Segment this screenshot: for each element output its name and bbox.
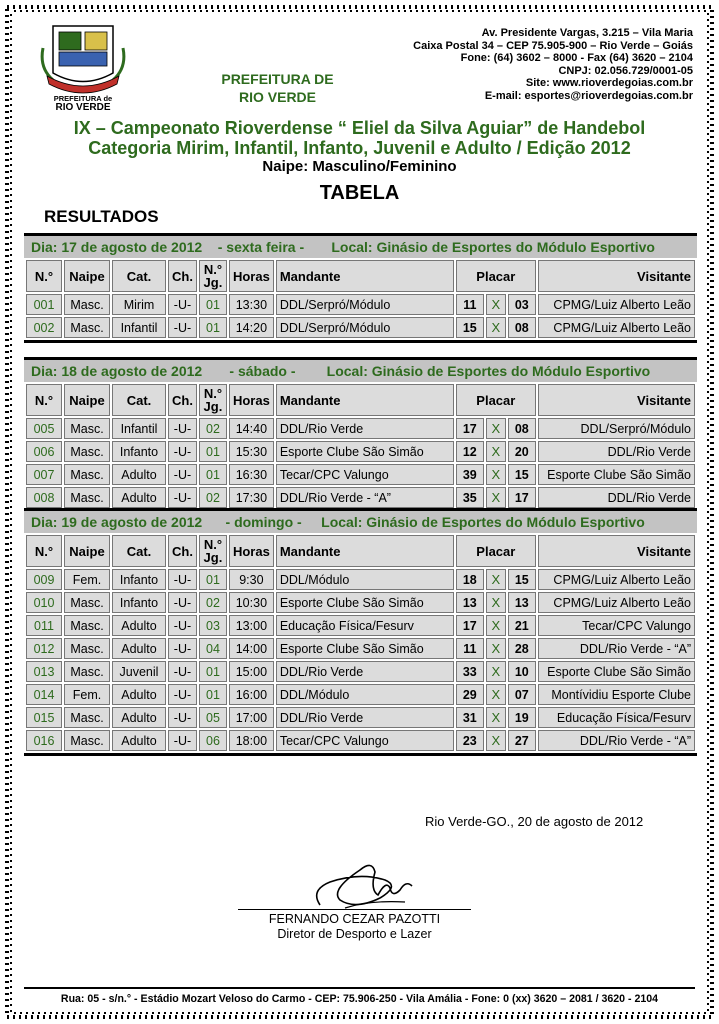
section-bottom-rule	[24, 340, 697, 343]
col-jg: N.° Jg.	[199, 535, 227, 567]
time-cell: 17:00	[229, 707, 274, 728]
time-cell: 16:30	[229, 464, 274, 485]
footer-address: Rua: 05 - s/n.° - Estádio Mozart Veloso do Carmo - CEP: 75.906-250 - Vila Amália - Fone: 0 (xx) 3620 – 2081 / 3620 - 2104	[24, 987, 695, 1005]
category-cell: Infantil	[112, 317, 166, 338]
away-team-cell: CPMG/Luiz Alberto Leão	[538, 294, 695, 315]
col-placar: Placar	[456, 384, 536, 416]
away-score: 08	[508, 317, 536, 338]
time-cell: 17:30	[229, 487, 274, 508]
game-number: 007	[26, 464, 62, 485]
away-team-cell: CPMG/Luiz Alberto Leão	[538, 592, 695, 613]
category-title: Categoria Mirim, Infantil, Infanto, Juvenil e Adulto / Edição 2012	[88, 138, 631, 158]
table-row	[26, 707, 695, 728]
away-score: 19	[508, 707, 536, 728]
versus-mark: X	[486, 317, 506, 338]
away-score: 10	[508, 661, 536, 682]
away-team-cell: DDL/Serpró/Módulo	[538, 418, 695, 439]
col-visitante: Visitante	[538, 384, 695, 416]
naipe-cell: Masc.	[64, 661, 110, 682]
versus-mark: X	[486, 441, 506, 462]
versus-mark: X	[486, 569, 506, 590]
home-score: 29	[456, 684, 484, 705]
time-cell: 13:30	[229, 294, 274, 315]
table-row	[26, 418, 695, 439]
tabela-title: TABELA	[319, 182, 400, 204]
home-team-cell: Tecar/CPC Valungo	[276, 730, 454, 751]
category-cell: Infantil	[112, 418, 166, 439]
category-cell: Juvenil	[112, 661, 166, 682]
chave-cell: -U-	[168, 638, 197, 659]
game-number: 008	[26, 487, 62, 508]
col-jg: N.° Jg.	[199, 384, 227, 416]
results-heading: RESULTADOS	[44, 207, 159, 226]
col-naipe: Naipe	[64, 260, 110, 292]
svg-text:PREFEITURA de: PREFEITURA de	[53, 94, 113, 103]
game-number: 015	[26, 707, 62, 728]
time-cell: 18:00	[229, 730, 274, 751]
versus-mark: X	[486, 661, 506, 682]
home-team-cell: DDL/Rio Verde - “A”	[276, 487, 454, 508]
home-score: 39	[456, 464, 484, 485]
day-section-2	[24, 357, 697, 513]
home-score: 35	[456, 487, 484, 508]
home-score: 17	[456, 615, 484, 636]
away-team-cell: Educação Física/Fesurv	[538, 707, 695, 728]
day-section-3	[24, 508, 697, 756]
prefeitura-line1: PREFEITURA DE	[221, 71, 334, 87]
jogo-cell: 01	[199, 441, 227, 462]
col-mandante: Mandante	[276, 535, 454, 567]
home-score: 11	[456, 638, 484, 659]
svg-text:RIO VERDE: RIO VERDE	[55, 102, 111, 110]
away-team-cell: CPMG/Luiz Alberto Leão	[538, 317, 695, 338]
col-cat: Cat.	[112, 260, 166, 292]
game-number: 009	[26, 569, 62, 590]
col-num: N.°	[26, 384, 62, 416]
table-header-row	[26, 260, 695, 292]
naipe-cell: Masc.	[64, 294, 110, 315]
away-score: 27	[508, 730, 536, 751]
table-row	[26, 317, 695, 338]
chave-cell: -U-	[168, 464, 197, 485]
col-naipe: Naipe	[64, 535, 110, 567]
col-ch: Ch.	[168, 260, 197, 292]
home-team-cell: DDL/Módulo	[276, 684, 454, 705]
naipe-cell: Masc.	[64, 487, 110, 508]
home-score: 23	[456, 730, 484, 751]
away-score: 07	[508, 684, 536, 705]
col-naipe: Naipe	[64, 384, 110, 416]
col-horas: Horas	[229, 384, 274, 416]
chave-cell: -U-	[168, 615, 197, 636]
naipe-cell: Fem.	[64, 569, 110, 590]
chave-cell: -U-	[168, 592, 197, 613]
signatory-name: FERNANDO CEZAR PAZOTTI	[268, 912, 441, 926]
versus-mark: X	[486, 684, 506, 705]
table-row	[26, 294, 695, 315]
category-cell: Adulto	[112, 638, 166, 659]
time-cell: 13:00	[229, 615, 274, 636]
day-section-1	[24, 233, 697, 343]
home-team-cell: Esporte Clube São Simão	[276, 638, 454, 659]
naipe-cell: Fem.	[64, 684, 110, 705]
chave-cell: -U-	[168, 418, 197, 439]
naipe-cell: Masc.	[64, 464, 110, 485]
time-cell: 10:30	[229, 592, 274, 613]
naipe-cell: Masc.	[64, 592, 110, 613]
time-cell: 14:20	[229, 317, 274, 338]
chave-cell: -U-	[168, 684, 197, 705]
jogo-cell: 02	[199, 592, 227, 613]
home-score: 17	[456, 418, 484, 439]
place-date: Rio Verde-GO., 20 de agosto de 2012	[425, 814, 644, 829]
col-num: N.°	[26, 260, 62, 292]
away-team-cell: DDL/Rio Verde - “A”	[538, 638, 695, 659]
home-score: 33	[456, 661, 484, 682]
results-table	[24, 382, 697, 510]
away-score: 17	[508, 487, 536, 508]
home-score: 31	[456, 707, 484, 728]
category-cell: Adulto	[112, 684, 166, 705]
jogo-cell: 05	[199, 707, 227, 728]
col-mandante: Mandante	[276, 260, 454, 292]
game-number: 011	[26, 615, 62, 636]
table-row	[26, 638, 695, 659]
away-score: 08	[508, 418, 536, 439]
home-score: 15	[456, 317, 484, 338]
chave-cell: -U-	[168, 317, 197, 338]
home-team-cell: Esporte Clube São Simão	[276, 441, 454, 462]
game-number: 012	[26, 638, 62, 659]
address-line: E-mail: esportes@rioverdegoias.com.br	[484, 89, 693, 102]
away-team-cell: CPMG/Luiz Alberto Leão	[538, 569, 695, 590]
home-team-cell: DDL/Serpró/Módulo	[276, 317, 454, 338]
table-header-row	[26, 535, 695, 567]
game-number: 010	[26, 592, 62, 613]
table-row	[26, 730, 695, 751]
category-cell: Adulto	[112, 487, 166, 508]
game-number: 002	[26, 317, 62, 338]
col-placar: Placar	[456, 260, 536, 292]
category-cell: Adulto	[112, 615, 166, 636]
naipe-cell: Masc.	[64, 615, 110, 636]
away-score: 20	[508, 441, 536, 462]
home-score: 12	[456, 441, 484, 462]
away-team-cell: Esporte Clube São Simão	[538, 464, 695, 485]
results-table	[24, 258, 697, 340]
table-row	[26, 615, 695, 636]
away-score: 15	[508, 569, 536, 590]
col-horas: Horas	[229, 535, 274, 567]
col-jg: N.° Jg.	[199, 260, 227, 292]
col-visitante: Visitante	[538, 260, 695, 292]
jogo-cell: 01	[199, 569, 227, 590]
time-cell: 16:00	[229, 684, 274, 705]
city-coat-of-arms-logo	[33, 18, 133, 110]
jogo-cell: 01	[199, 684, 227, 705]
away-score: 15	[508, 464, 536, 485]
game-number: 006	[26, 441, 62, 462]
home-team-cell: Tecar/CPC Valungo	[276, 464, 454, 485]
table-row	[26, 592, 695, 613]
time-cell: 14:40	[229, 418, 274, 439]
away-score: 03	[508, 294, 536, 315]
home-team-cell: DDL/Serpró/Módulo	[276, 294, 454, 315]
col-cat: Cat.	[112, 384, 166, 416]
chave-cell: -U-	[168, 661, 197, 682]
home-team-cell: DDL/Módulo	[276, 569, 454, 590]
day-header: Dia: 18 de agosto de 2012 - sábado - Local: Ginásio de Esportes do Módulo Esportivo	[24, 357, 697, 382]
signatory-role: Diretor de Desporto e Lazer	[277, 927, 432, 941]
address-line: Fone: (64) 3602 – 8000 - Fax (64) 3620 – 2104	[460, 52, 693, 65]
naipe-cell: Masc.	[64, 730, 110, 751]
championship-title: IX – Campeonato Rioverdense “ Eliel da Silva Aguiar” de Handebol	[73, 118, 646, 138]
naipe-cell: Masc.	[64, 418, 110, 439]
chave-cell: -U-	[168, 441, 197, 462]
versus-mark: X	[486, 592, 506, 613]
naipe-cell: Masc.	[64, 638, 110, 659]
away-team-cell: Montívidiu Esporte Clube	[538, 684, 695, 705]
home-team-cell: DDL/Rio Verde	[276, 661, 454, 682]
results-table	[24, 533, 697, 753]
home-team-cell: Esporte Clube São Simão	[276, 592, 454, 613]
signatory	[238, 912, 471, 942]
chave-cell: -U-	[168, 487, 197, 508]
versus-mark: X	[486, 730, 506, 751]
jogo-cell: 01	[199, 464, 227, 485]
versus-mark: X	[486, 707, 506, 728]
jogo-cell: 02	[199, 418, 227, 439]
jogo-cell: 01	[199, 294, 227, 315]
away-score: 21	[508, 615, 536, 636]
naipe-cell: Masc.	[64, 707, 110, 728]
game-number: 001	[26, 294, 62, 315]
chave-cell: -U-	[168, 569, 197, 590]
versus-mark: X	[486, 487, 506, 508]
category-cell: Adulto	[112, 730, 166, 751]
versus-mark: X	[486, 294, 506, 315]
signature-line	[238, 909, 471, 910]
time-cell: 15:30	[229, 441, 274, 462]
table-row	[26, 684, 695, 705]
category-cell: Infanto	[112, 592, 166, 613]
jogo-cell: 01	[199, 317, 227, 338]
col-cat: Cat.	[112, 535, 166, 567]
chave-cell: -U-	[168, 294, 197, 315]
table-row	[26, 487, 695, 508]
col-ch: Ch.	[168, 384, 197, 416]
address-line: Site: www.rioverdegoias.com.br	[525, 77, 693, 90]
time-cell: 14:00	[229, 638, 274, 659]
category-cell: Adulto	[112, 464, 166, 485]
time-cell: 15:00	[229, 661, 274, 682]
address-line: CNPJ: 02.056.729/0001-05	[558, 64, 693, 77]
home-score: 18	[456, 569, 484, 590]
naipe-title: Naipe: Masculino/Feminino	[262, 158, 457, 175]
prefeitura-heading	[200, 70, 355, 106]
address-line: Caixa Postal 34 – CEP 75.905-900 – Rio Verde – Goiás	[413, 39, 693, 52]
versus-mark: X	[486, 638, 506, 659]
away-team-cell: Esporte Clube São Simão	[538, 661, 695, 682]
category-cell: Mirim	[112, 294, 166, 315]
col-visitante: Visitante	[538, 535, 695, 567]
jogo-cell: 03	[199, 615, 227, 636]
game-number: 014	[26, 684, 62, 705]
section-bottom-rule	[24, 753, 697, 756]
jogo-cell: 06	[199, 730, 227, 751]
category-cell: Infanto	[112, 569, 166, 590]
document-titles	[0, 118, 719, 206]
naipe-cell: Masc.	[64, 441, 110, 462]
table-row	[26, 569, 695, 590]
day-header: Dia: 17 de agosto de 2012 - sexta feira - Local: Ginásio de Esportes do Módulo Esportivo	[24, 233, 697, 258]
col-num: N.°	[26, 535, 62, 567]
versus-mark: X	[486, 418, 506, 439]
jogo-cell: 01	[199, 661, 227, 682]
col-ch: Ch.	[168, 535, 197, 567]
away-team-cell: DDL/Rio Verde	[538, 487, 695, 508]
versus-mark: X	[486, 464, 506, 485]
table-row	[26, 441, 695, 462]
table-row	[26, 464, 695, 485]
table-header-row	[26, 384, 695, 416]
away-score: 13	[508, 592, 536, 613]
home-team-cell: DDL/Rio Verde	[276, 707, 454, 728]
home-team-cell: DDL/Rio Verde	[276, 418, 454, 439]
away-team-cell: Tecar/CPC Valungo	[538, 615, 695, 636]
day-header: Dia: 19 de agosto de 2012 - domingo - Local: Ginásio de Esportes do Módulo Esportivo	[24, 508, 697, 533]
col-horas: Horas	[229, 260, 274, 292]
col-mandante: Mandante	[276, 384, 454, 416]
away-team-cell: DDL/Rio Verde - “A”	[538, 730, 695, 751]
away-score: 28	[508, 638, 536, 659]
home-team-cell: Educação Física/Fesurv	[276, 615, 454, 636]
col-placar: Placar	[456, 535, 536, 567]
home-score: 11	[456, 294, 484, 315]
away-team-cell: DDL/Rio Verde	[538, 441, 695, 462]
chave-cell: -U-	[168, 707, 197, 728]
game-number: 005	[26, 418, 62, 439]
versus-mark: X	[486, 615, 506, 636]
naipe-cell: Masc.	[64, 317, 110, 338]
address-block	[413, 27, 693, 103]
category-cell: Adulto	[112, 707, 166, 728]
game-number: 013	[26, 661, 62, 682]
home-score: 13	[456, 592, 484, 613]
jogo-cell: 02	[199, 487, 227, 508]
game-number: 016	[26, 730, 62, 751]
chave-cell: -U-	[168, 730, 197, 751]
time-cell: 9:30	[229, 569, 274, 590]
table-row	[26, 661, 695, 682]
prefeitura-line2: RIO VERDE	[238, 89, 316, 105]
address-line: Av. Presidente Vargas, 3.215 – Vila Maria	[481, 27, 693, 39]
category-cell: Infanto	[112, 441, 166, 462]
jogo-cell: 04	[199, 638, 227, 659]
